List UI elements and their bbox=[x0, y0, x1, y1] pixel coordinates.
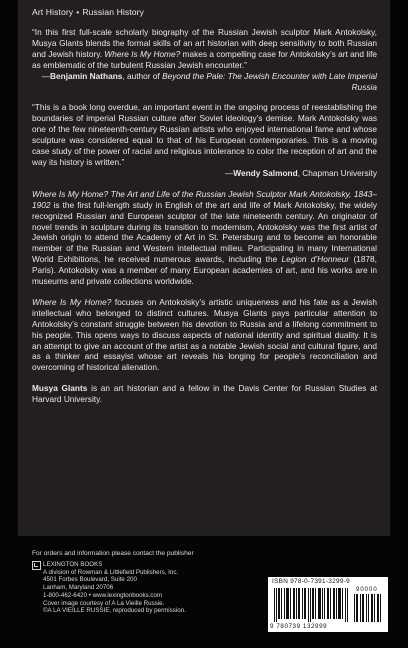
isbn-barcode bbox=[268, 577, 388, 632]
publisher-contact: 1-800-462-6420 • www.lexingtonbooks.com bbox=[43, 591, 163, 599]
quote-nathans-title: Where Is My Home? bbox=[104, 48, 181, 59]
author-bio bbox=[32, 383, 377, 405]
quote-nathans-text: “In this first full-scale scholarly biography of the Russian Jewish sculptor Mark Antokolsky, Musya Glants blends the formal skills of an art historian with deep sensitivity to both Russian and Jewish history. bbox=[32, 27, 377, 59]
legion-dhonneur: Legion d’Honneur bbox=[281, 254, 350, 265]
barcode-digits: 9 780739 132999 bbox=[270, 623, 328, 630]
attribution-role-nathans: , author of bbox=[122, 70, 163, 81]
barcode-main-icon bbox=[274, 588, 350, 622]
attribution-name-salmond: Wendy Salmond bbox=[233, 167, 298, 178]
back-cover-text bbox=[32, 27, 377, 415]
attribution-book-nathans: Beyond the Pale: The Jewish Encounter with Late Imperial Russia bbox=[162, 70, 377, 92]
barcode-addon-icon bbox=[354, 594, 382, 622]
quote-salmond bbox=[32, 102, 377, 178]
quote-nathans-attribution bbox=[32, 71, 377, 93]
quote-nathans-text-end: makes a compelling case for Antokolsky’s art and life as emblematic of the turbulent Russian Jewish encounter.” bbox=[32, 48, 377, 70]
isbn-text: ISBN 978-0-7391-3299-9 bbox=[272, 578, 351, 585]
quote-nathans bbox=[32, 27, 377, 92]
publisher-logo-icon bbox=[32, 561, 41, 570]
right-gutter bbox=[390, 0, 408, 648]
author-bio-text: is an art historian and a fellow in the Davis Center for Russian Studies at Harvard University. bbox=[32, 383, 378, 405]
category-art-history: Art History bbox=[32, 7, 74, 17]
left-gutter bbox=[0, 0, 18, 648]
quote-salmond-text: “This is a book long overdue, an important event in the ongoing process of reestablishing the boundaries of imperial Russian culture after Soviet ideology’s demise. Mark Antokolsky was one of the few nineteenth-century Russian artists who enjoyed international fame and whose sculpture was considered equal to that of his European contemporaries. This is a moving case study of the power of racial and religious intolerance to color the reception of art and the way its history is written.” bbox=[32, 102, 377, 167]
attribution-dash: — bbox=[41, 70, 51, 81]
attribution-name-nathans: Benjamin Nathans bbox=[50, 70, 123, 81]
cover-copyright: ©A LA VIEILLE RUSSIE, reproduced by permission. bbox=[43, 607, 186, 615]
author-name: Musya Glants bbox=[32, 383, 88, 394]
quote-salmond-attribution bbox=[32, 168, 377, 179]
description-p1-text: is the first full-length study in English of the art and life of Mark Antokolsky, the widely recognized Russian and European sculptor of the late nineteenth century. An originator of novel trends in sculpture during its transition to modernism, Antokolsky was the first artist of Jewish origin to attend the Academy of Art in St. Petersburg and to become an honorable member of the Russian and Western intellectual milieu. Participating in many International World Exhibitions, he received numerous awards, including the bbox=[32, 199, 377, 265]
publisher-address-1: 4501 Forbes Boulevard, Suite 200 bbox=[43, 576, 137, 584]
publisher-header bbox=[32, 561, 232, 615]
category-separator: • bbox=[76, 7, 80, 17]
publisher-block bbox=[32, 561, 232, 615]
attribution-role-salmond: , Chapman University bbox=[297, 167, 377, 178]
orders-line: For orders and information please contact the publisher bbox=[32, 550, 194, 557]
category-line bbox=[32, 7, 144, 17]
publisher-division: A division of Rowman & Littlefield Publishers, Inc. bbox=[43, 568, 179, 576]
publisher-address-2: Lanham, Maryland 20706 bbox=[43, 584, 114, 592]
description-p1-end: (1878, Paris). Antokolsky was a member of many European academies of art, and his works are in museums and private collections worldwide. bbox=[32, 254, 377, 287]
description-paragraph-2 bbox=[32, 297, 377, 373]
attribution-dash: — bbox=[225, 167, 234, 178]
description-p2-text: focuses on Antokolsky’s artistic uniqueness and his fate as a Jewish intellectual who belonged to distinct cultures. Musya Glants pays particular attention to Antokolsky’s constant struggle between his devotion to Russia and a lifelong commitment to his people. This opens ways to discuss aspects of national identity and spiritual duality. It is an attempt to give an account of the artist as a notable Jewish social and cultural figure, and as a thinker and essayist whose art reveals his longing for people’s reconciliation and overcoming of historical alienation. bbox=[32, 296, 377, 373]
publisher-name: LEXINGTON BOOKS bbox=[43, 561, 103, 568]
cover-credit: Cover image courtesy of A La Vieille Russie. bbox=[43, 599, 165, 607]
price-code: 90000 bbox=[356, 587, 378, 593]
publisher-lines bbox=[43, 561, 186, 615]
book-short-title: Where Is My Home? bbox=[32, 296, 112, 307]
book-full-title: Where Is My Home? The Art and Life of the Russian Jewish Sculptor Mark Antokolsky, 1843–1902 bbox=[32, 188, 377, 210]
category-russian-history: Russian History bbox=[82, 7, 145, 17]
description-paragraph-1 bbox=[32, 189, 377, 287]
